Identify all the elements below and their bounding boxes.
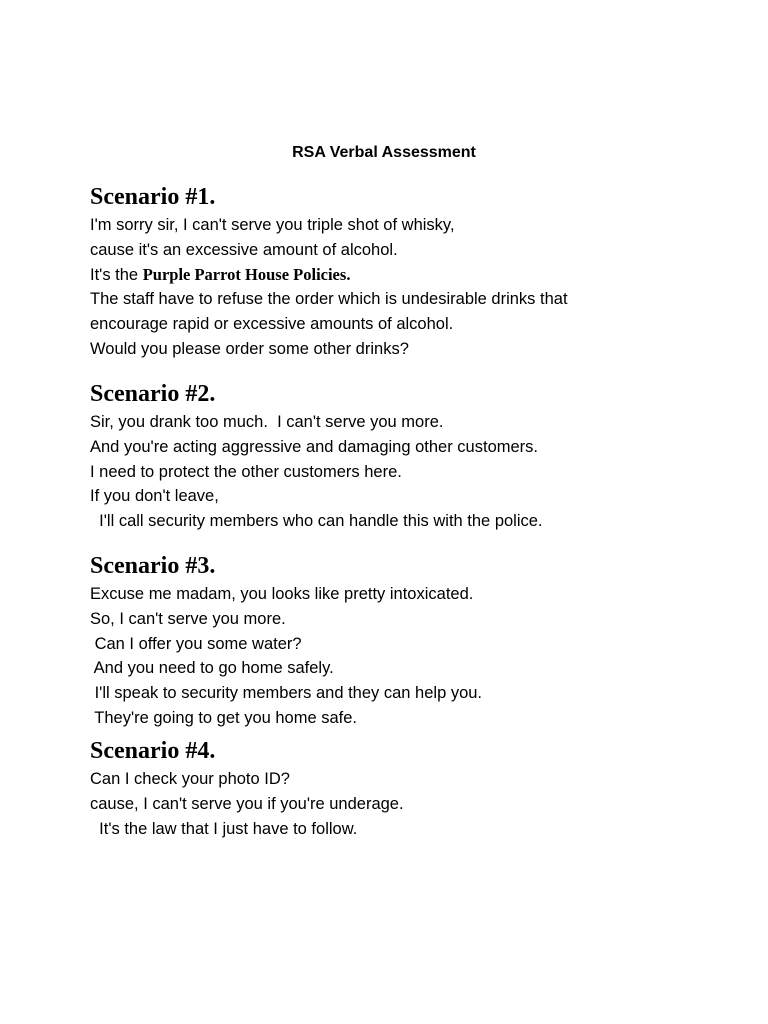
policy-name: Purple Parrot House Policies xyxy=(142,264,347,284)
scenario-line: So, I can't serve you more. xyxy=(90,609,286,628)
scenario-line: They're going to get you home safe. xyxy=(90,708,358,727)
scenario-line: I'm sorry sir, I can't serve you triple shot of whisky, xyxy=(90,216,455,234)
scenario-line: cause, I can't serve you if you're underage. xyxy=(90,794,404,813)
scenario-line: The staff have to refuse the order which is undesirable drinks that xyxy=(90,290,568,309)
scenario-heading: Scenario #1. xyxy=(90,184,216,210)
scenario-heading: Scenario #3. xyxy=(90,553,216,579)
scenario-line: cause it's an excessive amount of alcohol. xyxy=(90,240,398,259)
scenario-line: Can I check your photo ID? xyxy=(90,770,290,788)
scenario-line: And you need to go home safely. xyxy=(90,659,334,678)
scenario-line: Excuse me madam, you looks like pretty intoxicated. xyxy=(90,585,474,603)
policy-suffix: . xyxy=(346,264,351,284)
scenario-heading: Scenario #4. xyxy=(90,738,216,764)
scenario-line: I'll call security members who can handle this with the police. xyxy=(90,512,543,531)
scenario-3 xyxy=(90,551,750,731)
scenario-line: encourage rapid or excessive amounts of alcohol. xyxy=(90,315,454,334)
scenario-line: Sir, you drank too much. I can't serve you more. xyxy=(90,413,444,431)
scenario-line: I need to protect the other customers here. xyxy=(90,462,402,481)
document-title: RSA Verbal Assessment xyxy=(292,144,476,161)
scenario-heading: Scenario #2. xyxy=(90,381,216,407)
scenario-line: I'll speak to security members and they can help you. xyxy=(90,684,483,703)
scenario-line: Can I offer you some water? xyxy=(90,634,302,653)
scenario-line-policy xyxy=(90,263,750,288)
policy-prefix: It's the xyxy=(90,265,143,284)
scenario-line: If you don't leave, xyxy=(90,487,219,506)
scenario-line: Would you please order some other drinks? xyxy=(90,339,409,358)
scenario-line: It's the law that I just have to follow. xyxy=(90,819,358,838)
scenario-line: And you're acting aggressive and damaging other customers. xyxy=(90,437,538,456)
scenario-2 xyxy=(90,379,750,534)
scenario-4 xyxy=(90,736,750,841)
scenario-1 xyxy=(90,182,750,362)
